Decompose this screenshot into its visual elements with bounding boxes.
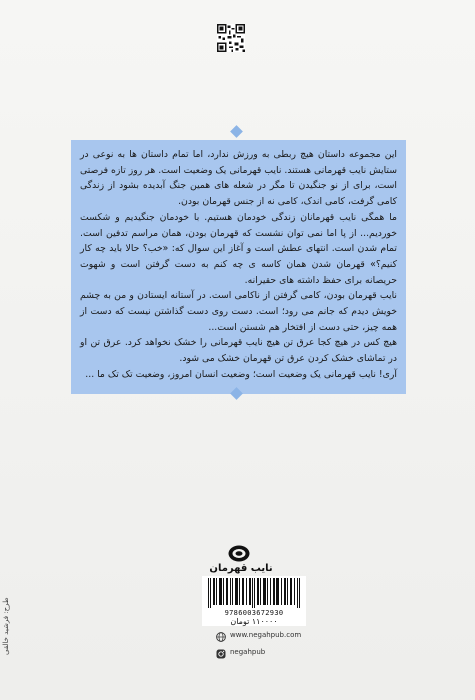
price-label: ۱۱۰۰۰۰ تومان	[230, 617, 278, 626]
synopsis-paragraph: ما همگی نایب قهرمانان زندگی خودمان هستیم. با خودمان جنگیدیم و شکست خوردیم... از پا اما نمی توان نشست که قهرمان بودن، همان مراسم تدفین است. تمام شدن است. انتهای عطش است و آغاز این سوال که: «خب؟ حالا باید چه کار کنیم؟» قهرمان شدن همان کاسه ی چه کنم به دست گرفتن است و شهوت حریصانه برای حفظ داشته های حقیرانه.	[80, 211, 397, 286]
instagram-handle: negahpub	[230, 648, 266, 656]
qr-code-icon	[217, 24, 245, 52]
synopsis-paragraph: نایب قهرمان بودن، کامی گرفتن از ناکامی است. در آستانه ایستادن و من به چشم خویش دیدم که جانم می رود؛ است. دست روی دست گذاشتن نیست که دست از همه چیز، حتی دست از افتخار هم شستن است...	[80, 290, 397, 333]
instagram-icon	[216, 649, 226, 659]
synopsis-box	[71, 140, 406, 394]
synopsis-paragraph: آری! نایب قهرمانی یک وضعیت است؛ وضعیت انسان امروز، وضعیت تک تک ما ...	[85, 368, 397, 380]
designer-credit: طرح: فرشید خالقی	[2, 597, 10, 655]
website-url: www.negahpub.com	[230, 631, 302, 639]
barcode-icon	[206, 578, 302, 608]
isbn-number: 9786003672930	[224, 609, 284, 617]
synopsis-paragraph: این مجموعه داستان هیچ ربطی به ورزش ندارد، اما تمام داستان ها به نوعی در ستایش نایب قهرمانی هستند. نایب قهرمانی یک وضعیت است. هر روز تازه فرصتی است، برای از نو جنگیدن تا مگر در شعله های همین جنگ آبدیده بشود از زندگی کامی گرفت، کامی اندک، کامی نه از جنس قهرمان بودن.	[80, 149, 397, 208]
barcode-area	[202, 576, 306, 626]
globe-icon	[216, 632, 226, 642]
diamond-ornament-top	[230, 125, 243, 138]
website-link[interactable]	[216, 631, 302, 643]
synopsis-paragraph: هیچ کس در هیچ کجا عرق تن هیچ نایب قهرمانی را خشک نخواهد کرد. عرق تن او در تماشای خشک کردن عرق تن قهرمان خشک می شود.	[80, 337, 397, 365]
instagram-link[interactable]	[216, 648, 296, 660]
publisher-logo-icon	[228, 545, 250, 562]
publisher-name: نایب قهرمان	[209, 563, 273, 574]
